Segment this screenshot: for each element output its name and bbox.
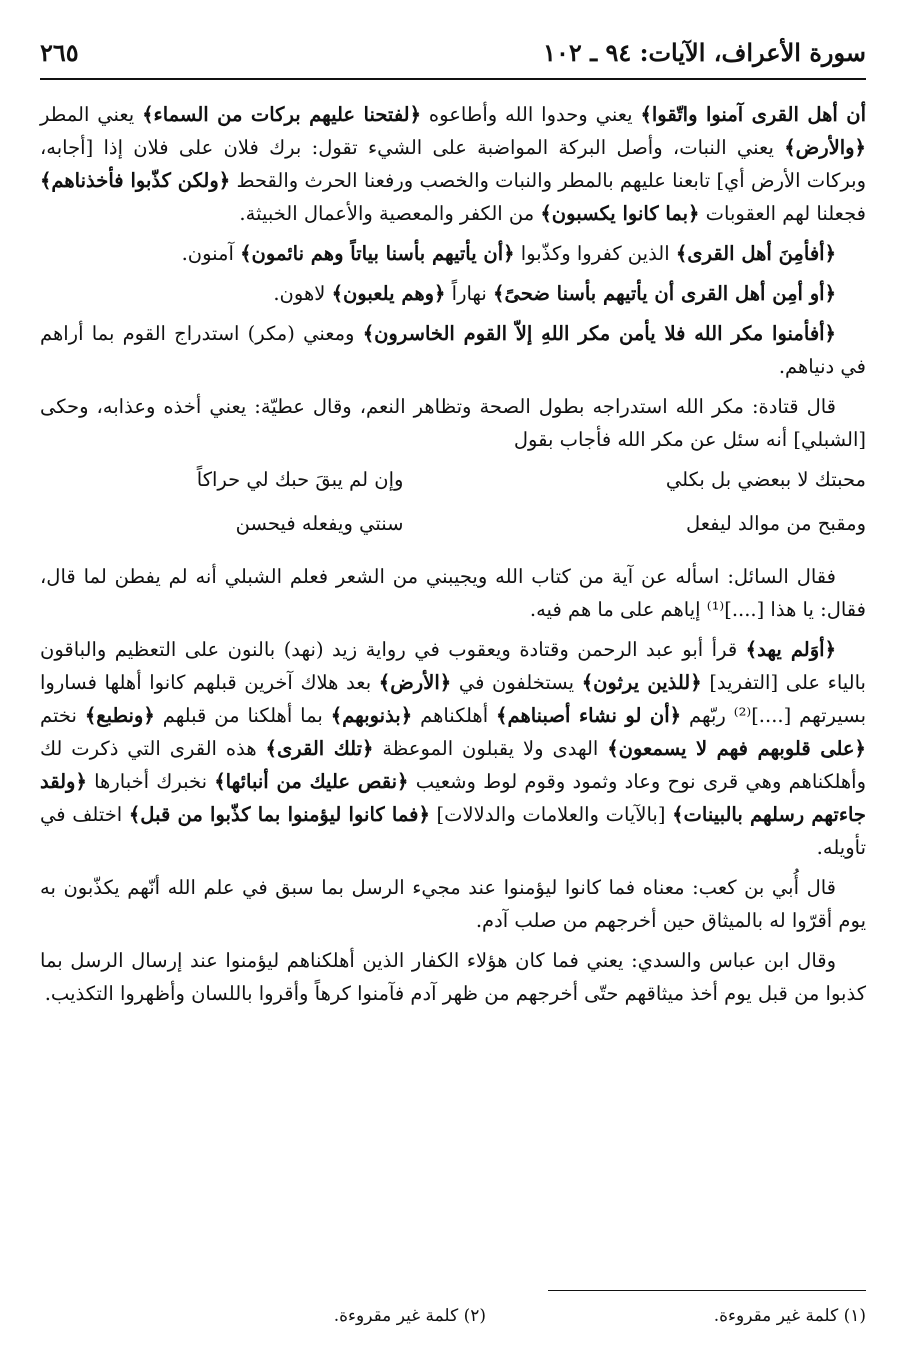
- quran-quote: ﴿ولكن كذّبوا فأخذناهم﴾: [40, 169, 231, 192]
- quran-quote: ﴿أن يأتيهم بأسنا بياتاً وهم نائمون﴾: [240, 242, 515, 265]
- quran-quote: ﴿بذنوبهم﴾: [330, 704, 413, 727]
- quran-quote: ﴿لفتحنا عليهم بركات من السماء﴾: [142, 103, 422, 126]
- text-segment: نخبرك أخبارها: [86, 770, 215, 793]
- text-segment: يستخلفون في: [451, 671, 582, 694]
- verse-hemistich-right: ومقبح من موالد ليفعل: [685, 512, 866, 535]
- quran-quote: ﴿أفأمنوا مكر الله فلا يأمن مكر اللهِ إلاّ القوم الخاسرون﴾: [362, 322, 836, 345]
- footnote-text: كلمة غير مقروءة.: [333, 1306, 459, 1326]
- verse-line: [40, 463, 866, 507]
- verse-hemistich-left: سنتي ويفعله فيحسن: [235, 512, 404, 535]
- paragraph-8: [40, 871, 866, 937]
- footnote-text: كلمة غير مقروءة.: [713, 1306, 839, 1326]
- text-segment: فجعلنا لهم العقوبات: [699, 202, 866, 225]
- text-segment: من الكفر والمعصية والأعمال الخبيثة.: [239, 202, 541, 225]
- text-segment: قال أُبي بن كعب: معناه فما كانوا ليؤمنوا عند مجيء الرسل بما سبق في علم الله أنّهم يكذّبون به يوم أقرّوا له بالميثاق حين أخرجهم من صلب آدم.: [40, 876, 866, 932]
- paragraph-2: [40, 237, 866, 270]
- quran-quote: ﴿الأرض﴾: [378, 671, 452, 694]
- paragraph-5: [40, 390, 866, 456]
- verse-hemistich-left: وإن لم يبقَ حبك لي حراكاً: [196, 468, 404, 491]
- quran-quote: ﴿تلك القرى﴾: [265, 737, 374, 760]
- quran-quote: ﴿أفأمِنَ أهل القرى﴾: [675, 242, 836, 265]
- quran-quote: أن أهل القرى آمنوا واتّقوا﴾: [640, 103, 867, 126]
- quran-quote: ﴿ونطبع﴾: [84, 704, 155, 727]
- paragraph-3: [40, 277, 866, 310]
- quran-quote: ﴿أو أمِن أهل القرى أن يأتيهم بأسنا ضحىً﴾: [493, 282, 836, 305]
- quran-quote: ﴿ولقد جاءتهم رسلهم بالبينات﴾: [40, 770, 866, 826]
- paragraph-6: [40, 560, 866, 626]
- text-segment: الذين كفروا وكذّبوا: [514, 242, 676, 265]
- text-segment: فقال السائل: اسأله عن آية من كتاب الله ويجيبني من الشعر فعلم الشبلي أنه لم يفطن لما قال، فقال: يا هذا [....]⁽¹⁾ إياهم على ما هم فيه.: [40, 565, 866, 621]
- text-segment: [بالآيات والعلامات والدلالات]: [429, 803, 673, 826]
- text-segment: يعني وحدوا الله وأطاعوه: [421, 103, 641, 126]
- footnote-number: (٢): [463, 1306, 486, 1326]
- verse-hemistich-right: محبتك لا ببعضي بل بكلي: [665, 468, 866, 491]
- footnote-number: (١): [843, 1306, 866, 1326]
- text-segment: هذه القرى التي ذكرت لك وأهلكناهم وهي قرى نوح وعاد وثمود وقوم لوط وشعيب: [40, 737, 867, 793]
- footnote-rule: [548, 1290, 866, 1291]
- text-segment: ومعني (مكر) استدراج القوم بما أراهم في دنياهم.: [40, 322, 866, 378]
- paragraph-1: [40, 98, 866, 230]
- text-segment: بما أهلكنا من قبلهم: [154, 704, 331, 727]
- text-segment: يعني النبات، وأصل البركة المواضبة على الشيء تقول: برك فلان على فلان إذا [أجابه، وبركات الأرض أي] تابعنا عليهم بالمطر والنبات والخصب ورفعنا الحرث والقحط: [40, 136, 866, 192]
- poetry-block: [40, 463, 866, 551]
- text-segment: نختم: [40, 704, 85, 727]
- quran-quote: ﴿والأرض﴾: [784, 136, 866, 159]
- footnote-1: [714, 1306, 866, 1326]
- text-segment: يعني المطر: [40, 103, 143, 126]
- footnote-2: [334, 1306, 486, 1326]
- text-segment: اختلف في تأويله.: [40, 803, 866, 859]
- quran-quote: ﴿نقص عليك من أنبائها﴾: [214, 770, 409, 793]
- text-segment: لاهون.: [273, 282, 332, 305]
- text-segment: قال قتادة: مكر الله استدراجه بطول الصحة وتظاهر النعم، وقال عطيّة: يعني أخذه وعذابه، وحكى [الشبلي] أنه سئل عن مكر الله فأجاب بقول: [40, 395, 866, 451]
- quran-quote: ﴿أن لو نشاء أصبناهم﴾: [496, 704, 682, 727]
- quran-quote: ﴿على قلوبهم فهم لا يسمعون﴾: [607, 737, 866, 760]
- quran-quote: ﴿فما كانوا ليؤمنوا بما كذّبوا من قبل﴾: [128, 803, 430, 826]
- quran-quote: ﴿بما كانوا يكسبون﴾: [540, 202, 700, 225]
- header-rule: [40, 78, 866, 80]
- quran-quote: ﴿أوَلم يهد﴾: [745, 638, 837, 661]
- paragraph-9: [40, 944, 866, 1010]
- text-segment: وقال ابن عباس والسدي: يعني فما كان هؤلاء الكفار الذين أهلكناهم ليؤمنوا عند إرسال الرسل بما كذبوا من قبل يوم أخذ ميثاقهم حتّى أخرجهم من ظهر آدم فآمنوا كرهاً وأقروا باللسان وأظهروا التكذيب.: [40, 949, 866, 1005]
- paragraph-7: [40, 633, 866, 864]
- paragraph-4: [40, 317, 866, 383]
- quran-quote: ﴿للذين يرثون﴾: [581, 671, 702, 694]
- text-segment: أهلكناهم: [412, 704, 497, 727]
- main-text: [40, 98, 866, 1017]
- text-segment: الهدى ولا يقبلون الموعظة: [373, 737, 608, 760]
- text-segment: بعد هلاك آخرين قبلهم كانوا أهلها فساروا بسيرتهم [....]⁽²⁾ ربّهم: [40, 671, 866, 727]
- text-segment: قرأ أبو عبد الرحمن وقتادة ويعقوب في رواية زيد (نهد) بالنون على التعظيم والباقون بالياء على [التفريد]: [40, 638, 866, 694]
- running-title: سورة الأعراف، الآيات: ٩٤ ـ ١٠٢: [543, 38, 866, 67]
- quran-quote: ﴿وهم يلعبون﴾: [331, 282, 446, 305]
- page-header: [40, 30, 866, 80]
- page-number: ٢٦٥: [40, 38, 79, 67]
- verse-line: [40, 507, 866, 551]
- text-segment: آمنون.: [181, 242, 241, 265]
- text-segment: نهاراً: [445, 282, 494, 305]
